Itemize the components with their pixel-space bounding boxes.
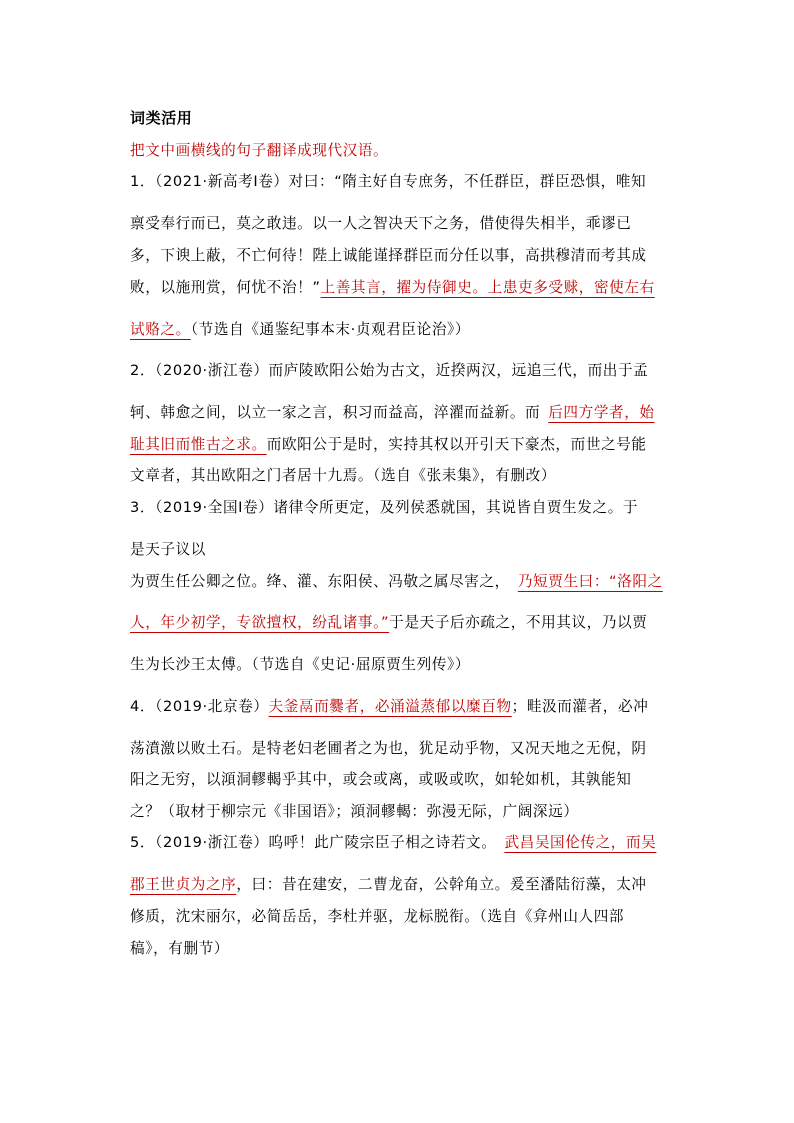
q5-line-1 (130, 833, 656, 853)
q5-underlined-sentence-end: 郡王世贞为之序 (130, 876, 237, 893)
q2-line-3 (130, 435, 647, 455)
instruction-text: 把文中画横线的句子翻译成现代汉语。 (130, 142, 389, 159)
q2-line-4: 文章者，其出欧阳之门者居十九焉。（选自《张耒集》，有删改） (130, 467, 557, 484)
q3-line-4 (130, 613, 647, 633)
q5-underlined-sentence: 武昌吴国伦传之，而吴 (504, 834, 657, 851)
q3-underlined-sentence-end: 人，年少初学，专欲擅权，纷乱诸事。” (130, 614, 390, 631)
q1-line-1: 1．（2021·新高考Ⅰ卷）对曰：“隋主好自专庶务，不任群臣，群臣恐惧，唯知 (130, 173, 647, 190)
q2-text: 轲、韩愈之间，以立一家之言，积习而益高，淬濯而益新。而 (130, 404, 541, 421)
q3-underlined-sentence: 乃短贾生曰：“洛阳之 (517, 573, 663, 590)
section-heading: 词类活用 (130, 109, 193, 127)
q1-source: （节选自《通鉴纪事本末·贞观君臣论治》） (190, 321, 471, 338)
q5-text: 5．（2019·浙江卷）呜呼！此广陵宗臣子相之诗若文。 (130, 834, 497, 851)
q4-line-4: 之？（取材于柳宗元《非国语》；澒洞轇輵：弥漫无际，广阔深远） (130, 803, 579, 820)
q4-line-1 (130, 697, 648, 717)
q1-line-5 (130, 320, 470, 340)
q2-underlined-sentence-end: 耻其旧而惟古之求。 (130, 436, 267, 453)
q5-line-4: 稿》，有删节） (130, 940, 230, 957)
q5-line-3: 修质，沈宋丽尔，必简岳岳，李杜并驱，龙标脱衔。（选自《弇州山人四部 (130, 908, 625, 925)
q1-line-2: 禀受奉行而已，莫之敢违。以一人之智决天下之务，借使得失相半，乖谬已 (130, 215, 632, 232)
q1-text: 败，以施刑赏，何忧不治！” (130, 279, 321, 296)
q5-line-2 (130, 875, 647, 895)
q1-underlined-sentence-end: 试赂之。 (130, 321, 191, 338)
q2-line-1: 2．（2020·浙江卷）而庐陵欧阳公始为古文，近揆两汉，远追三代，而出于孟 (130, 362, 649, 379)
q1-underlined-sentence: 上善其言，擢为侍御史。上患吏多受赇，密使左右 (320, 279, 655, 296)
q3-line-2: 是天子议以 (130, 541, 206, 558)
q3-text-cont: 于是天子后亦疏之，不用其议，乃以贾 (389, 614, 648, 631)
q5-text-cont: ，曰：昔在建安，二曹龙奋，公幹角立。爰至潘陆衍藻，太冲 (236, 876, 647, 893)
q2-line-2 (130, 403, 655, 423)
q1-line-4 (130, 278, 655, 298)
q4-line-3: 阳之无穷，以澒洞轇輵乎其中，或会或离，或吸或吹，如轮如机，其孰能知 (130, 771, 632, 788)
q4-underlined-sentence: 夫釜鬲而爨者，必涌溢蒸郁以糜百物 (268, 698, 512, 715)
q3-line-3 (130, 572, 663, 592)
q3-line-1: 3．（2019·全国Ⅰ卷）诸律令所更定，及列侯悉就国，其说皆自贾生发之。于 (130, 499, 639, 516)
q3-line-5: 生为长沙王太傅。（节选自《史记·屈原贾生列传》） (130, 656, 471, 673)
q2-text-cont: 而欧阳公于是时，实持其权以开引天下豪杰，而世之号能 (266, 436, 647, 453)
q2-underlined-sentence: 后四方学者，始 (548, 404, 655, 421)
q4-line-2: 荡濆激以败土石。是特老妇老圃者之为也，犹足动乎物，又况天地之无倪，阴 (130, 740, 647, 757)
q1-line-3: 多，下谀上蔽，不亡何待！陛上诚能谨择群臣而分任以事，高拱穆清而考其成 (130, 247, 647, 264)
q3-text: 为贾生任公卿之位。绛、灌、东阳侯、冯敬之属尽害之， (130, 573, 510, 590)
q4-label: 4．（2019·北京卷） (130, 698, 269, 715)
q4-text: ；畦汲而灌者，必冲 (511, 698, 649, 715)
